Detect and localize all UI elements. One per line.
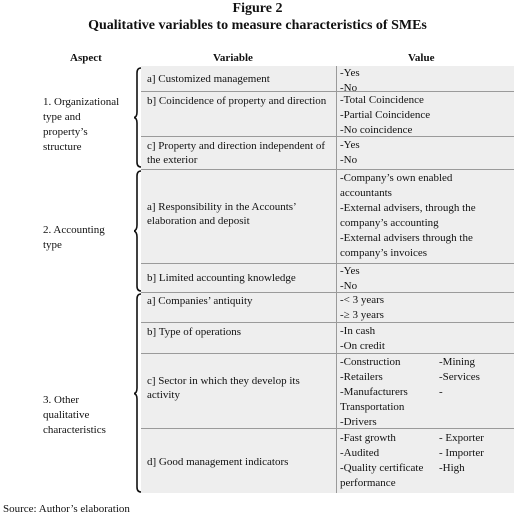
- aspect-accounting: 2. Accounting type: [43, 224, 105, 251]
- value-cell-col2: - Exporter - Importer -High: [439, 432, 484, 474]
- table-row: [141, 353, 514, 428]
- variable-cell: a] Companies’ antiquity: [147, 295, 253, 307]
- table-row: [141, 322, 514, 353]
- variable-cell: b] Type of operations: [147, 326, 242, 338]
- table-row: [141, 169, 514, 266]
- value-cell: -Yes -No: [340, 67, 360, 94]
- variables-table: [141, 66, 514, 493]
- aspect-organizational: 1. Organizational type and property’s structure: [43, 96, 120, 153]
- column-header-variable: Variable: [213, 52, 253, 64]
- table-row: [141, 263, 514, 292]
- variable-cell: a] Customized management: [147, 73, 270, 85]
- variable-cell: c] Sector in which they develop its activity: [147, 375, 300, 401]
- value-cell: -In cash -On credit: [340, 325, 385, 352]
- table-row: [141, 136, 514, 169]
- table-row: [141, 91, 514, 140]
- table-row: [141, 428, 514, 494]
- variable-cell: d] Good management indicators: [147, 456, 289, 468]
- value-cell-col2: -Mining -Services -: [439, 356, 480, 398]
- variable-cell: b] Coincidence of property and direction: [147, 95, 327, 107]
- figure-title: Figure 2: [232, 1, 283, 16]
- value-cell: -Yes -No: [340, 139, 360, 166]
- variable-cell: c] Property and direction independent of the exterior: [147, 140, 326, 166]
- aspect-other: 3. Other qualitative characteristics: [43, 394, 106, 436]
- column-header-aspect: Aspect: [70, 52, 102, 64]
- value-cell: -Construction -Retailers -Manufacturers Transportation -Drivers -Mining -Services -: [340, 356, 480, 428]
- value-cell: -Total Coincidence -Partial Coincidence -No coincidence: [340, 94, 431, 136]
- value-cell: -Fast growth -Audited -Quality certificate performance - Exporter - Importer -High: [340, 432, 484, 489]
- variable-cell: a] Responsibility in the Accounts’ elaboration and deposit: [147, 201, 296, 227]
- value-cell: -Yes -No: [340, 265, 360, 292]
- source-note: Source: Author’s elaboration: [3, 503, 130, 515]
- value-cell: -< 3 years -≥ 3 years: [340, 294, 385, 321]
- column-header-value: Value: [408, 52, 435, 64]
- figure-subtitle: Qualitative variables to measure characteristics of SMEs: [88, 18, 427, 33]
- figure-header: [0, 1, 515, 34]
- table-row: [141, 66, 514, 94]
- variable-cell: b] Limited accounting knowledge: [147, 272, 296, 284]
- value-cell: -Company’s own enabled accountants -External advisers, through the company’s accounting -External advisers through the company’s invoices: [340, 172, 476, 259]
- table-row: [141, 292, 514, 322]
